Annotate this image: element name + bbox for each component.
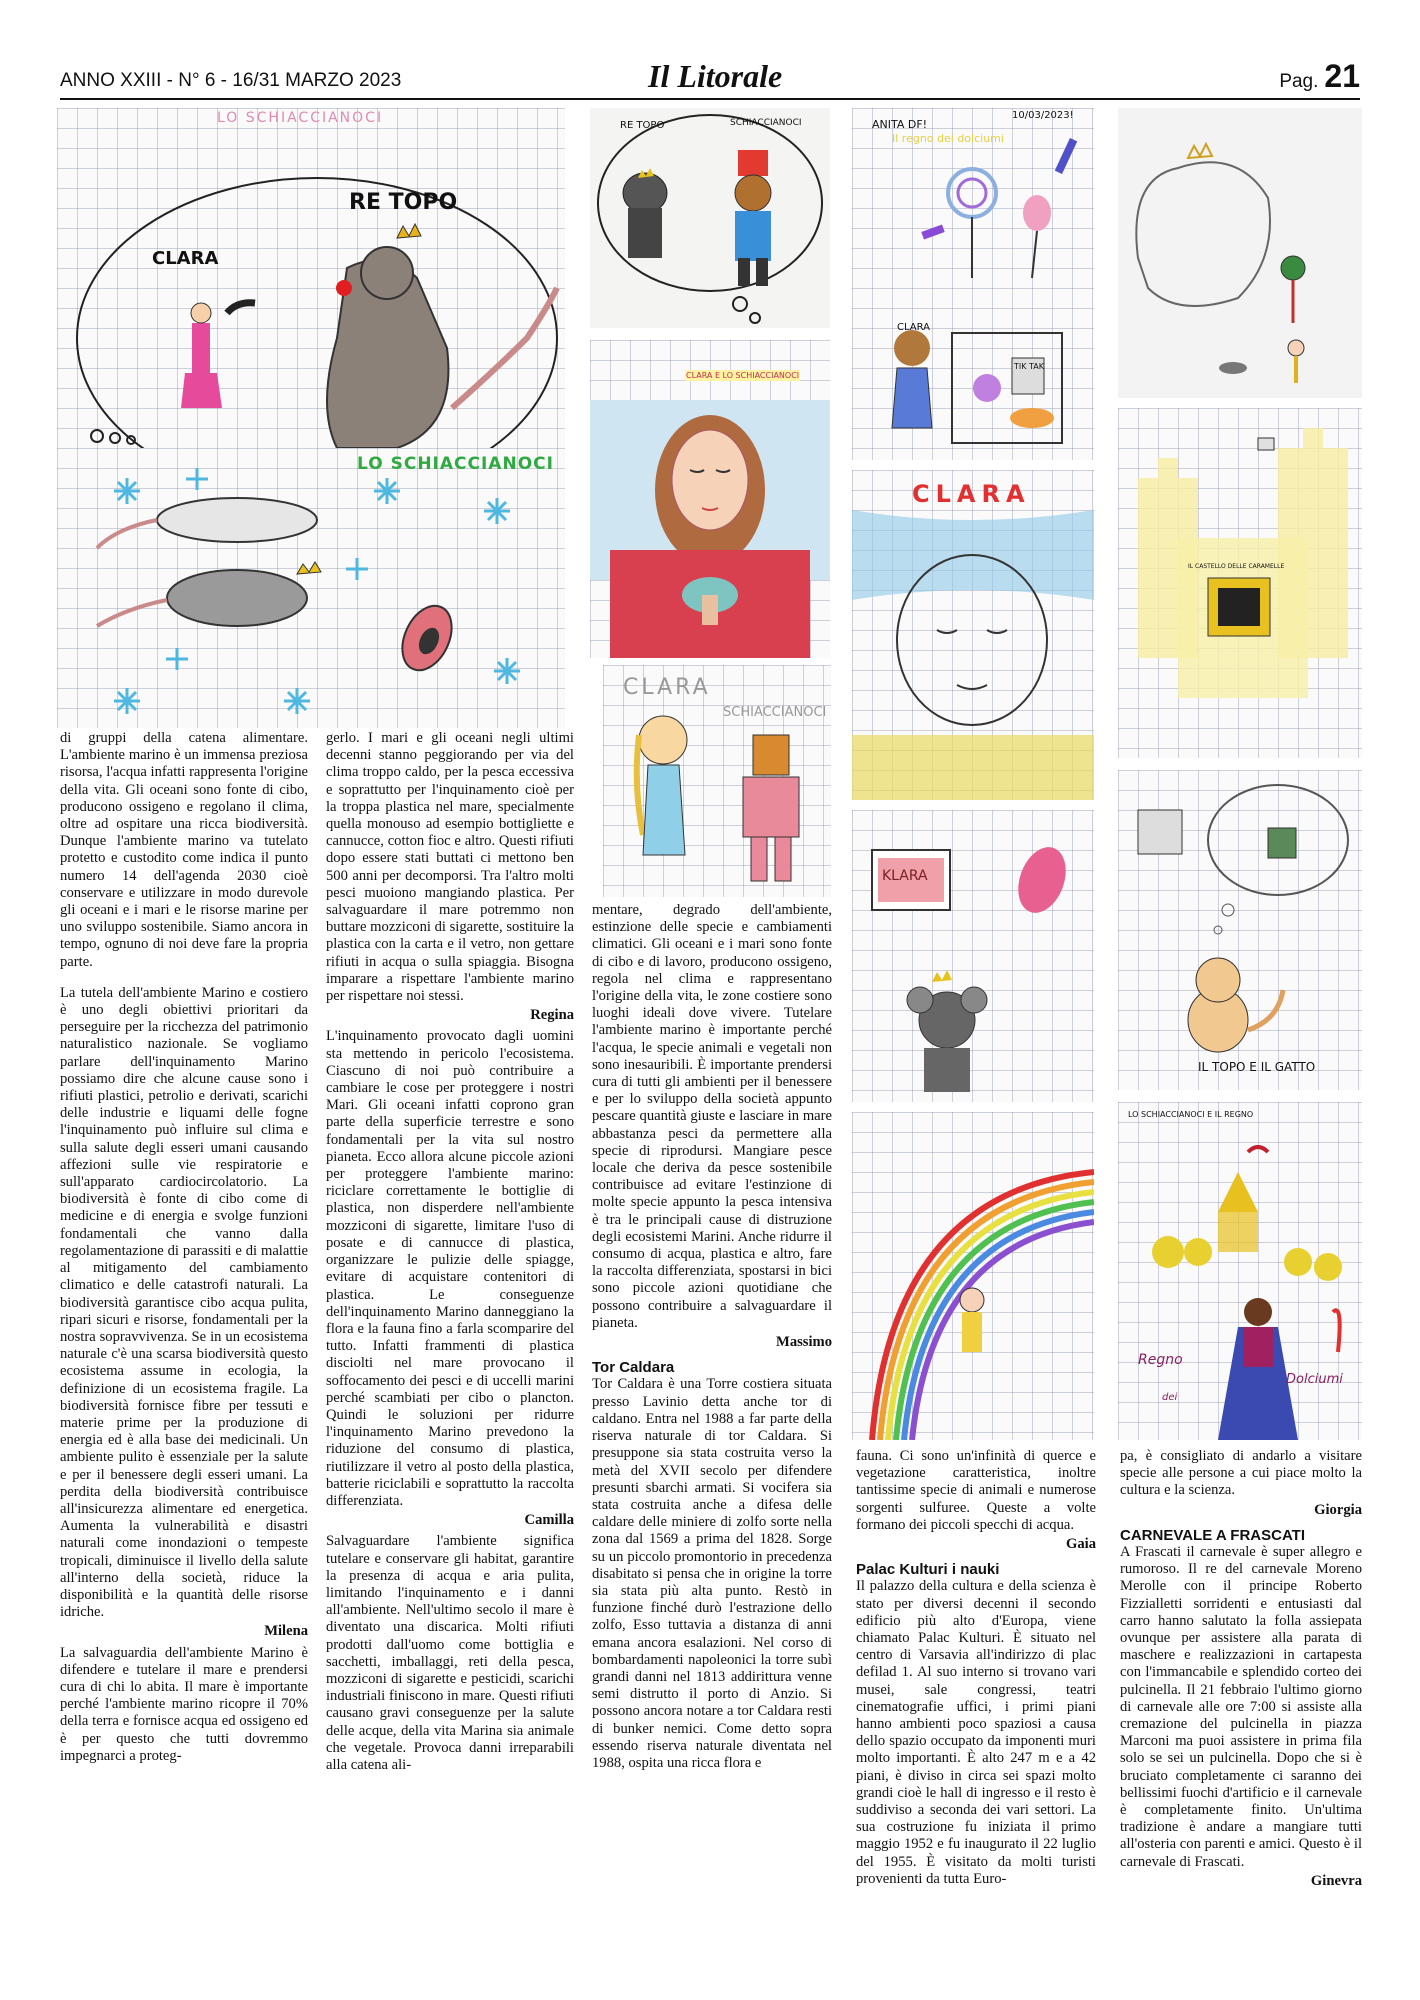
d8-klara: KLARA <box>882 868 928 884</box>
drawing-topo-gatto-art <box>1118 770 1362 1090</box>
article-column-4 <box>856 1448 1096 1888</box>
col2-paragraph-1: gerlo. I mari e gli oceani negli ultimi decenni stanno peggiorando per via del clima troppo caldo, per la pesca eccessiva e soprattutto per l'inquinamento cioè per la troppa plastica nel mare, specialmente quella monouso ad esempio bottigliette e cannucce, cotton fioc e altro. Questi rifiuti dopo essere stati buttati ci mettono ben 500 anni per decomporsi. Tra l'altro molti pesci muoiono mangiando plastica. Per salvaguardare il mare potremmo non buttare mozziconi di sigarette, sostituire la plastica con la carta e il vetro, non gettare rifiuti in acqua o sulla spiaggia. Bisogna imparare a rispettare l'ambiente marino per rispettare noi stessi. <box>326 730 575 1005</box>
drawing-castle <box>1118 408 1362 758</box>
d13-caption: IL TOPO E IL GATTO <box>1198 1060 1316 1074</box>
author-giorgia: Giorgia <box>1314 1501 1362 1518</box>
drawing-topo-gatto <box>1118 770 1362 1090</box>
d1-retopo: RE TOPO <box>349 190 458 215</box>
drawing-castle-art <box>1118 408 1362 758</box>
article-column-2 <box>326 730 574 1774</box>
drawing-mice-snowflakes-art <box>57 448 565 728</box>
col5-paragraph-1: pa, è consigliato di andarlo a visitare specie alle persone a cui piace molto la cultura e la scienza. <box>1120 1448 1362 1499</box>
d5-clara: CLARA <box>623 675 711 700</box>
d14-caption: LO SCHIACCIANOCI E IL REGNO <box>1128 1110 1254 1119</box>
d2-title: LO SCHIACCIANOCI <box>357 454 554 474</box>
d14-dolciumi: Dolciumi <box>1286 1372 1343 1387</box>
drawing-regno-dolciumi-art <box>852 108 1094 460</box>
drawing-rainbow <box>852 1112 1094 1440</box>
d3-schiaccianoci: SCHIACCIANOCI <box>730 118 802 128</box>
d6-date: 10/03/2023! <box>1012 110 1074 121</box>
drawing-regno-dolciumi <box>852 108 1094 460</box>
article-column-5 <box>1120 1448 1362 1894</box>
drawing-klara-mouse-art <box>852 810 1094 1102</box>
col4-paragraph-2: Il palazzo della cultura e della scienza è stato per diversi decenni il secondo edificio più alto d'Europa, viene chiamato Palac Kulturi. È situato nel centro di Varsavia all'indirizzo di plac defilad 1. Al suo interno si trovano vari musei, sale congressi, teatri cinematografie uffici, i primi piani hanno ambienti poco spaziosi a causa dello spazio occupato da imponenti muri molto importanti. È alto 247 m e a 42 piani, è diviso in circa sei spazi molto grandi cioè le hall di ingresso e il resto è suddiviso a seconda dei vari settori. La sua costruzione fu iniziata il primo maggio 1952 e fu inaugurato il 22 luglio del 1955. È visitato da molti turisti provenienti da tutta Euro- <box>856 1578 1096 1887</box>
page-header <box>60 56 1360 100</box>
col3-paragraph-1: mentare, degrado dell'ambiente, estinzione delle specie e cambiamenti climatici. Gli oceani e i mari sono fonte di cibo e di lavoro, producono ossigeno, regola nel clima e rappresentano l'origine della vita, le zone costiere sono luoghi ideali dove vivere. Tutelare l'ambiente marino è importante perché l'acqua, le specie animali e vegetali non sono inesauribili. È importante prendersi cura di tutti gli ambienti per il benessere e per lo sviluppo della società appunto pescare quantità giuste e lasciare in mare abbastanza pesci da permettere alla specie di riprodursi. Mangiare pesce locale che deriva da pesce sostenibile contribuisce ad evitare l'estinzione di molte specie appunto la pesca intensiva è tra le principali cause di distruzione degli ecosistemi Marini. Anche ridurre il consumo di acqua, plastica e altro, fare la raccolta differenziata, spostarsi in bici sono piccole azioni quotidiane che possono contribuire a salvaguardare il pianeta. <box>592 902 832 1331</box>
d1-clara: CLARA <box>152 248 219 269</box>
drawing-clara-face-art <box>852 470 1094 800</box>
article-column-1 <box>60 730 308 1765</box>
drawing-sleeping-clara <box>590 340 830 658</box>
d12-castle: IL CASTELLO DELLE CARAMELLE <box>1188 563 1285 570</box>
col3-paragraph-2: Tor Caldara è una Torre costiera situata presso Lavinio detta anche tor di caldano. Entra nel 1988 a far parte della riserva naturale di tor Caldara. Si presuppone sia stata costruita verso la metà del XVII secolo per difendere presunti sbarchi armati. Si vocifera sia stata costruita anche a difesa delle caldare delle miniere di zolfo sorte nella zona dal 1569 a prima del 1828. Sorge su un piccolo promontorio in precedenza disabitato si pensa che in origine la torre sia stata più alta punto. Restò in funzione finché durò l'estrazione dello zolfo, Esso tuttavia a distanza di anni emana ancora esalazioni. Nel corso di bombardamenti napoleonici la torre subì grandi danni nel 1813 addirittura venne semi distrutto il porto di Anzio. Si possono ancora notare a tor Caldara resti di bunker nemici. Come detto sopra essendo riserva naturale diventata nel 1988, ospita una ricca flora e <box>592 1376 832 1771</box>
d6-title: Il regno dei dolciumi <box>892 132 1004 145</box>
d6-tiktak: TIK TAK <box>1014 362 1045 371</box>
col1-paragraph-3: La salvaguardia dell'ambiente Marino è difendere e tutelare il mare e prendersi cura di chi lo abita. Il mare è importante perché l'ambiente marino ricopre il 70% della terra e fornisce acqua ed ossigeno ed è per questo che tutti dovremmo impegnarci a proteg- <box>60 1644 308 1764</box>
masthead-title: Il Litorale <box>648 58 783 94</box>
author-massimo: Massimo <box>776 1334 832 1351</box>
headline-tor-caldara: Tor Caldara <box>592 1359 675 1377</box>
d4-label: CLARA E LO SCHIACCIANOCI <box>686 371 800 380</box>
issue-info: ANNO XXIII - N° 6 - 16/31 MARZO 2023 <box>60 70 402 91</box>
drawing-mice-snowflakes <box>57 448 565 728</box>
article-column-3 <box>592 902 832 1772</box>
col1-paragraph-1: di gruppi della catena alimentare. L'ambiente marino è un immensa preziosa risorsa, l'acqua infatti rappresenta l'origine della vita. Gli oceani sono fonte di cibo, producono ossigeno e regolano il clima, oltre ad ospitare una ricca biodiversità. Dunque l'ambiente marino va tutelato protetto e custodito come indica il punto numero 14 dell'agenda 2030 cioè conservare e utilizzare in modo durevole gli oceani e i mari e le risorse marine per uno sviluppo sostenibile. Siamo ancora in tempo, ognuno di noi deve fare la propria parte. <box>60 730 308 970</box>
d7-clara: CLARA <box>912 480 1031 508</box>
drawing-sleeping-clara-art <box>590 340 830 658</box>
d6-author: ANITA DF! <box>872 118 928 131</box>
drawing-retopo-schiaccianoci <box>590 108 830 328</box>
page-label: Pag. <box>1279 71 1319 92</box>
drawing-king-sketch <box>1118 108 1362 398</box>
page-number: 21 <box>1324 58 1360 94</box>
drawing-clara-face <box>852 470 1094 800</box>
author-camilla: Camilla <box>524 1512 574 1529</box>
d1-title: LO SCHIACCIANOCI <box>217 110 384 126</box>
drawing-clara-re-topo <box>57 108 565 448</box>
drawing-regno-castle <box>1118 1102 1362 1440</box>
author-regina: Regina <box>530 1007 574 1024</box>
drawing-king-sketch-art <box>1118 108 1362 398</box>
d3-retopo: RE TOPO <box>620 120 665 131</box>
col4-paragraph-1: fauna. Ci sono un'infinità di querce e vegetazione caratteristica, inoltre tantissime specie di animali e numerose sorgenti sulfuree. Queste a volte formano dei piccoli specchi di acqua. <box>856 1448 1096 1533</box>
author-milena: Milena <box>264 1623 308 1640</box>
author-gaia: Gaia <box>1066 1536 1096 1553</box>
page-number-block <box>1279 58 1360 95</box>
col2-paragraph-2: L'inquinamento provocato dagli uomini sta mettendo in pericolo l'ecosistema. Ciascuno di noi può contribuire a cambiare le cose per proteggere i nostri Mari. Gli oceani infatti coprono gran parte della superficie terrestre e sono fondamentali per la vita sul nostro pianeta. Ecco allora alcune piccole azioni per proteggere l'ambiente marino: riciclare correttamente le bottiglie di plastica, non disperdere nell'ambiente mozziconi di sigarette, limitare l'uso di posate e di cannucce di plastica, organizzare le pulizie delle spiagge, evitare di acquistare contenitori di plastica. Le conseguenze dell'inquinamento Marino danneggiano la flora e la fauna fino a farla scomparire del tutto. Infatti frammenti di plastica disciolti nel mare provocano il soffocamento dei pesci e di uccelli marini perché scambiati per cibo o plancton. Quindi le soluzioni per ridurre l'inquinamento Marino prevedono la riduzione del consumo di plastica, riutilizzare il vetro al posto della plastica, batterie riciclabili e soprattutto la raccolta differenziata. <box>326 1028 574 1509</box>
drawing-klara-mouse <box>852 810 1094 1102</box>
d14-dei: dei <box>1162 1392 1178 1403</box>
d5-schiaccianoci: SCHIACCIANOCI <box>723 705 827 720</box>
drawing-clara-schiaccianoci <box>603 665 831 897</box>
drawing-regno-castle-art <box>1118 1102 1362 1440</box>
drawing-retopo-art <box>590 108 830 328</box>
drawing-clara-re-topo-art <box>57 108 565 448</box>
col5-paragraph-2: A Frascati il carnevale è super allegro e rumoroso. Il re del carnevale Moreno Merolle con il principe Roberto Fizzialletti sorridenti e entusiasti dal carro hanno salutato la folla assiepata ovunque per assistere alla parata di maschere e realizzazioni in cartapesta con l'immancabile e splendido corteo dei pulcinella. Il 21 febbraio l'ultimo giorno di carnevale alle ore 7:00 si assiste alla cremazione del pulcinella in piazza Marconi ma puoi assistere in prima fila solo se sei un pulcinella. Dopo che si è bruciato completamente ci saranno dei bellissimi fuochi d'artificio e il carnevale è completamente finito. Un'ultima tradizione è andare a mangiare tutti all'osteria con parenti e amici. Questo è il carnevale di Frascati. <box>1120 1544 1362 1870</box>
author-ginevra: Ginevra <box>1310 1872 1362 1889</box>
d14-regno: Regno <box>1138 1352 1183 1368</box>
col1-paragraph-2: La tutela dell'ambiente Marino e costiero è uno degli obiettivi prioritari da perseguire per la ricchezza del patrimonio naturalistico nazionale. Se vogliamo parlare dell'inquinamento Marino possiamo dire che alcune cause sono i rifiuti plastici, petrolio e derivati, scarichi delle industrie e liquami delle fogne l'inquinamento può influire sul clima e sulla salute degli esseri umani causando affezioni sulle vie respiratorie e sull'apparato cardiocircolatorio. La biodiversità è fonte di cibo come di medicine e di energia e svolge funzioni fondamentali che vanno dalla regolamentazione di parassiti e di malattie al mitigamento del cambiamento climatico e delle catastrofi naturali. La biodiversità garantisce cibo acqua pulita, ripari sicuri e risorse, fondamentali per la nostra sopravvivenza. Se in un ecosistema naturale c'è una scarsa biodiversità questo ecosistema assume in ecologia, la definizione di un ecosistema fragile. La biodiversità fornisce fibre per tessuti e materie prime per la produzione di energia ed è alla base dei medicinali. Un ambiente pulito è essenziale per la salute e per il benessere degli esseri umani. La perdita della biodiversità contribuisce all'insicurezza alimentare ed energetica. Aumenta la vulnerabilità e disastri naturali come inondazioni o tempeste tropicali, diminuisce il livello della salute all'interno della società, riduce la disponibilità e la quantità delle risorse idriche. <box>60 984 308 1621</box>
d6-clara: CLARA <box>897 322 931 333</box>
headline-carnevale-frascati: CARNEVALE A FRASCATI <box>1120 1526 1305 1544</box>
headline-palac-kulturi: Palac Kulturi i nauki <box>856 1561 1000 1579</box>
col2-paragraph-3: Salvaguardare l'ambiente significa tutelare e conservare gli habitat, garantire la presenza di acqua e aria pulita, limitando l'inquinamento e i danni all'ambiente. Nell'ultimo secolo il mare è diventato una discarica. Molti rifiuti prodotti dall'uomo come bottiglia e sacchetti, imballaggi, reti della pesca, mozziconi di sigarette e pesticidi, scarichi industriali finiscono in mare. Questi rifiuti causano gravi conseguenze per la salute delle acque, della vita Marina sia animale che vegetale. Provoca danni irreparabili alla catena ali- <box>326 1533 574 1773</box>
drawing-rainbow-art <box>852 1112 1094 1440</box>
